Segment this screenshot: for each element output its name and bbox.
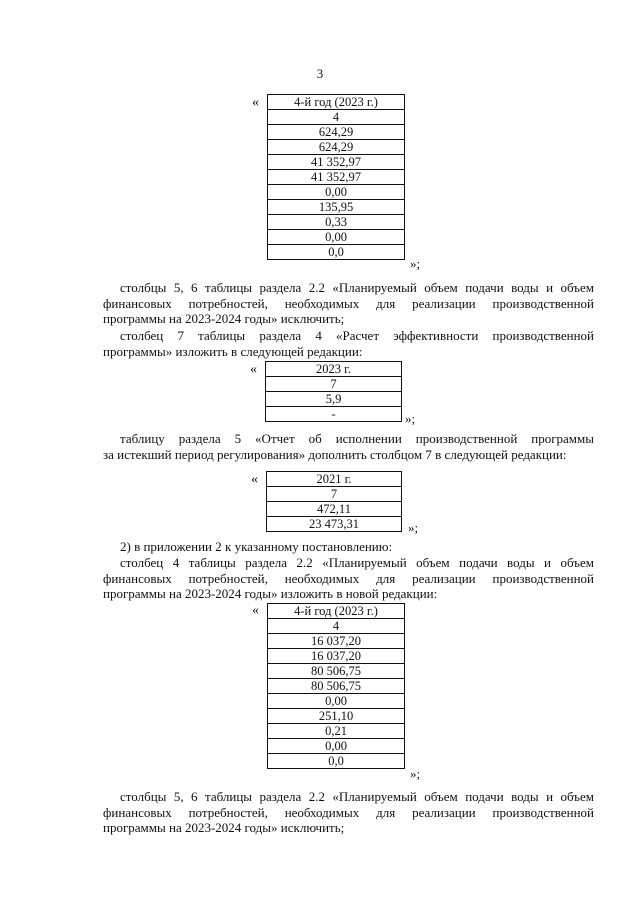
table-cell: 7 (267, 487, 402, 502)
text-line: 2) в приложении 2 к указанному постановлению: (120, 539, 393, 554)
paragraph-report-table (103, 431, 594, 462)
table-cell: 251,10 (268, 709, 405, 724)
table-cell: 16 037,20 (268, 634, 405, 649)
text-line: столбцы 5, 6 таблицы раздела 2.2 «Планируемый объем подачи воды и объем (120, 789, 594, 804)
table-cell: 7 (266, 377, 402, 392)
quote-close: »; (408, 520, 419, 535)
table-cell: 4-й год (2023 г.) (268, 95, 405, 110)
page-number: 3 (316, 66, 324, 81)
text-line: финансовых потребностей, необходимых для реализации производственной (103, 570, 594, 586)
text-line: таблицу раздела 5 «Отчет об исполнении производственной программы (120, 431, 594, 446)
table-cell: 0,00 (268, 230, 405, 245)
paragraph-column-7-section-4 (103, 328, 594, 359)
table-efficiency-2023 (265, 361, 402, 422)
table-cell: 41 352,97 (268, 155, 405, 170)
table-cell: 41 352,97 (268, 170, 405, 185)
table-cell: 4 (268, 619, 405, 634)
table-cell: 16 037,20 (268, 649, 405, 664)
table-cell: 624,29 (268, 140, 405, 155)
table-cell: 0,00 (268, 185, 405, 200)
table-cell: 0,00 (268, 739, 405, 754)
table-column-4-2023 (267, 94, 405, 260)
text-line: программы» изложить в следующей редакции: (103, 343, 363, 359)
table-cell: 0,00 (268, 694, 405, 709)
table-cell: 0,0 (268, 754, 405, 769)
quote-close: »; (410, 766, 421, 781)
table-cell: 80 506,75 (268, 664, 405, 679)
table-cell: 472,11 (267, 502, 402, 517)
quote-close: »; (405, 411, 416, 426)
table-report-2021 (266, 471, 402, 532)
paragraph-appendix-2 (103, 539, 594, 555)
table-cell: 23 473,31 (267, 517, 402, 532)
table-cell: - (266, 407, 402, 422)
text-line: столбцы 5, 6 таблицы раздела 2.2 «Планируемый объем подачи воды и объем (120, 280, 594, 295)
table-cell: 2023 г. (266, 362, 402, 377)
text-line: программы на 2023-2024 годы» исключить; (103, 311, 345, 326)
text-line: программы на 2023-2024 годы» исключить; (103, 820, 345, 835)
text-line: финансовых потребностей, необходимых для реализации производственной (103, 295, 594, 311)
text-line: столбец 4 таблицы раздела 2.2 «Планируемый объем подачи воды и объем (120, 555, 594, 570)
quote-close: »; (410, 256, 421, 271)
text-line: за истекший период регулирования» дополнить столбцом 7 в следующей редакции: (103, 446, 567, 462)
table-cell: 0,0 (268, 245, 405, 260)
table-cell: 4-й год (2023 г.) (268, 604, 405, 619)
paragraph-exclude-columns (103, 280, 594, 327)
table-cell: 4 (268, 110, 405, 125)
text-line: программы на 2023-2024 годы» изложить в новой редакции: (103, 586, 438, 601)
quote-open: « (252, 603, 259, 618)
quote-open: « (251, 472, 258, 487)
paragraph-column-4-new-edition (103, 555, 594, 602)
table-cell: 0,33 (268, 215, 405, 230)
paragraph-exclude-columns-appendix-2 (103, 789, 594, 836)
table-cell: 135,95 (268, 200, 405, 215)
table-cell: 0,21 (268, 724, 405, 739)
text-line: столбец 7 таблицы раздела 4 «Расчет эффективности производственной (120, 328, 594, 343)
text-line: финансовых потребностей, необходимых для реализации производственной (103, 804, 594, 820)
table-cell: 2021 г. (267, 472, 402, 487)
table-cell: 624,29 (268, 125, 405, 140)
table-cell: 80 506,75 (268, 679, 405, 694)
quote-open: « (252, 95, 259, 110)
quote-open: « (250, 362, 257, 377)
table-cell: 5,9 (266, 392, 402, 407)
table-column-4-2023-appendix-2 (267, 603, 405, 769)
